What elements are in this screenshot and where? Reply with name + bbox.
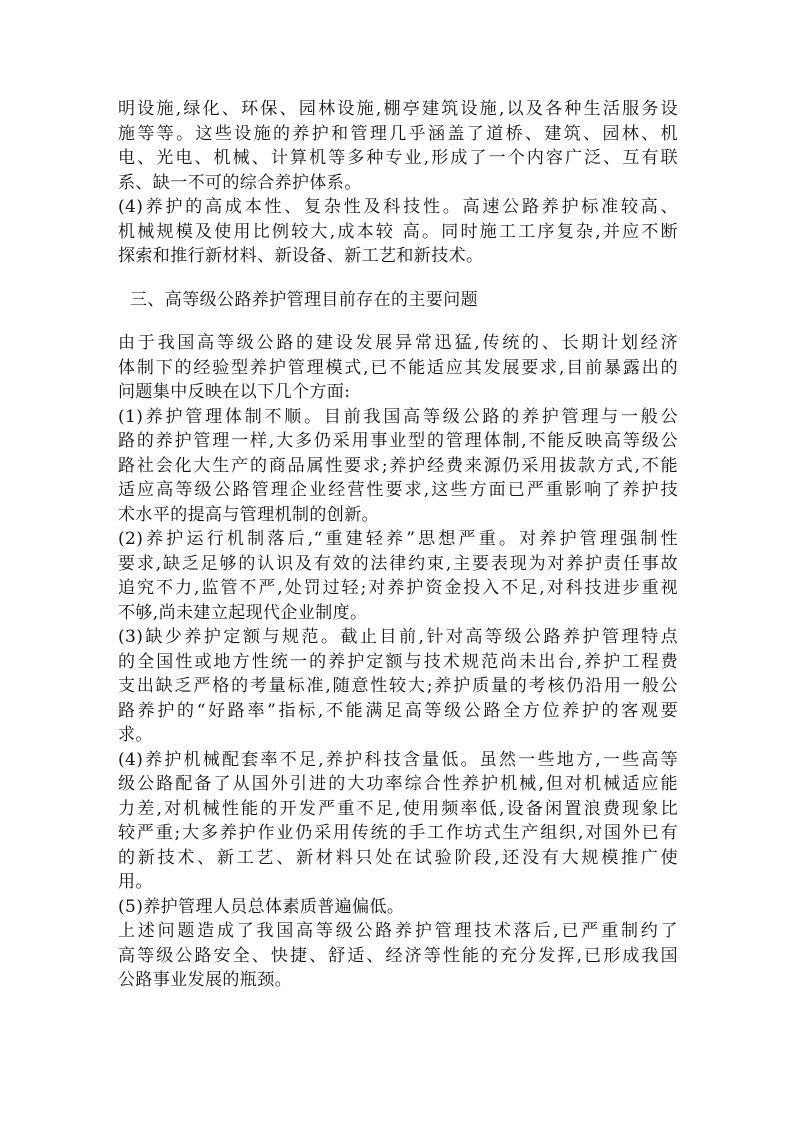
text-line: 支出缺乏严格的考量标准,随意性较大;养护质量的考核仍沿用一般公 — [118, 676, 678, 696]
text-line: (2)养护运行机制落后,“重建轻养”思想严重。对养护管理强制性 — [118, 529, 678, 549]
text-line: (3)缺少养护定额与规范。截止目前,针对高等级公路养护管理特点 — [118, 627, 678, 647]
text-line: 要求,缺乏足够的认识及有效的法律约束,主要表现为对养护责任事故 — [118, 553, 678, 574]
text-line: (4)养护的高成本性、复杂性及科技性。高速公路养护标准较高、 — [118, 197, 678, 217]
text-line: 级公路配备了从国外引进的大功率综合性养护机械,但对机械适应能 — [118, 774, 678, 794]
text-line: 高等级公路安全、快捷、舒适、经济等性能的充分发挥,已形成我国 — [118, 945, 678, 966]
text-line: 术水平的提高与管理机制的创新。 — [118, 504, 379, 525]
text-line: (1)养护管理体制不顺。目前我国高等级公路的养护管理与一般公 — [118, 406, 678, 427]
text-line: 适应高等级公路管理企业经营性要求,这些方面已严重影响了养护技 — [118, 480, 678, 500]
section-body — [118, 331, 678, 993]
text-line: 追究不力,监管不严,处罚过轻;对养护资金投入不足,对科技进步重视 — [118, 578, 678, 598]
text-line: 求。 — [118, 725, 153, 745]
text-line: 的新技术、新工艺、新材料只处在试验阶段,还没有大规模推广使 — [118, 847, 678, 868]
text-line: 不够,尚未建立起现代企业制度。 — [118, 602, 368, 623]
text-line: 较严重;大多养护作业仍采用传统的手工作坊式生产组织,对国外已有 — [118, 823, 678, 843]
text-line: 明设施,绿化、环保、园林设施,棚亭建筑设施,以及各种生活服务设 — [118, 99, 678, 119]
text-line: 电、光电、机械、计算机等多种专业,形成了一个内容广泛、互有联 — [118, 148, 678, 168]
text-line: 系、缺一不可的综合养护体系。 — [118, 172, 362, 193]
text-line: 力差,对机械性能的开发严重不足,使用频率低,设备闲置浪费现象比 — [118, 798, 678, 819]
text-line: 上述问题造成了我国高等级公路养护管理技术落后,已严重制约了 — [118, 921, 678, 941]
text-line: 探索和推行新材料、新设备、新工艺和新技术。 — [118, 246, 484, 266]
text-line: 问题集中反映在以下几个方面: — [118, 382, 351, 402]
text-line: 体制下的经验型养护管理模式,已不能适应其发展要求,目前暴露出的 — [118, 357, 678, 378]
text-line: 由于我国高等级公路的建设发展异常迅猛,传统的、长期计划经济 — [118, 333, 678, 353]
text-line: 路养护的“好路率”指标,不能满足高等级公路全方位养护的客观要 — [118, 700, 678, 721]
section-heading: 三、高等级公路养护管理目前存在的主要问题 — [130, 290, 478, 310]
text-line: 施等等。这些设施的养护和管理几乎涵盖了道桥、建筑、园林、机 — [118, 123, 678, 144]
text-line: (5)养护管理人员总体素质普遍偏低。 — [118, 896, 405, 917]
text-line: 路的养护管理一样,大多仍采用事业型的管理体制,不能反映高等级公 — [118, 431, 678, 451]
text-line: 公路事业发展的瓶颈。 — [118, 970, 292, 990]
text-line: 机械规模及使用比例较大,成本较 高。同时施工工序复杂,并应不断 — [118, 221, 678, 242]
text-line: 用。 — [118, 872, 153, 892]
text-line: (4)养护机械配套率不足,养护科技含量低。虽然一些地方,一些高等 — [118, 749, 678, 770]
text-line: 路社会化大生产的商品属性要求;养护经费来源仍采用拔款方式,不能 — [118, 455, 678, 476]
intro-paragraphs — [118, 97, 678, 269]
text-line: 的全国性或地方性统一的养护定额与技术规范尚未出台,养护工程费 — [118, 651, 678, 672]
